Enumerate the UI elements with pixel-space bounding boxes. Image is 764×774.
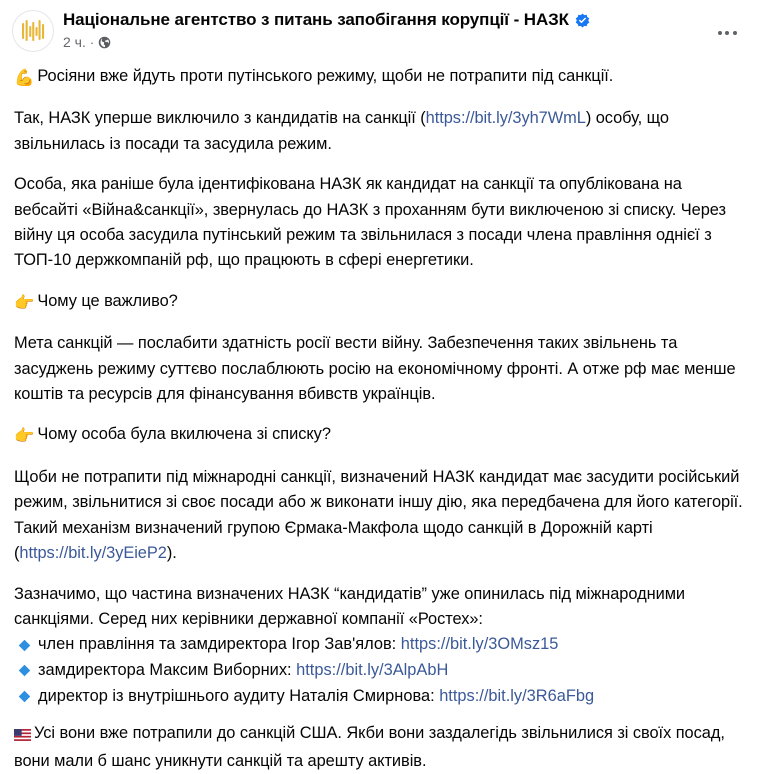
paragraph-7-before: Щоби не потрапити під міжнародні санкції, визначений НАЗК кандидат має засудити російський режим, звільнитися зі своє посади або ж виконати іншу дію, яка передбачена для його категорії. Такий механізм визначений групою Єрмака-Макфола щодо санкцій в Дорожній карті (	[14, 467, 743, 563]
post-paragraph-8: Зазначимо, що частина визначених НАЗК “кандидатів” уже опинилась під міжнародними санкціями. Серед них керівники державної компанії «Ростех»:	[14, 584, 686, 628]
list-item-1-text: член правління та замдиректора Ігор Зав'ялов:	[38, 635, 401, 654]
post-header	[0, 0, 764, 62]
post-paragraph-6	[14, 422, 750, 449]
paragraph-2-after: ) особу, що звільнилась із посади та засудила режим.	[14, 109, 669, 153]
pointing-finger-icon: 👉	[14, 293, 35, 312]
paragraph-9-text: Усі вони вже потрапили до санкцій США. Якби вони заздалегідь звільнилися зі своїх посад, вони мали б шанс уникнути санкцій та арешту активів.	[14, 724, 725, 770]
post-paragraph-4	[14, 289, 750, 316]
link-bitly-3R6aFbg[interactable]: https://bit.ly/3R6aFbg	[439, 686, 595, 705]
pointing-finger-icon: 👉	[14, 427, 35, 446]
post-body	[0, 62, 764, 774]
post-paragraph-3: Особа, яка раніше була ідентифікована НАЗК як кандидат на санкції та опублікована на вебсайті «Війна&санкції», звернулась до НАЗК з проханням бути виключеною зі списку. Через війну ця особа засудила путінський режим та звільнилася з посади члена правління однієї з ТОП-10 держкомпаній рф, що працюють в сфері енергетики.	[14, 175, 726, 270]
post-paragraph-1	[14, 64, 750, 91]
post-paragraph-2	[14, 106, 750, 157]
paragraph-7-after: ).	[166, 544, 177, 563]
sanctioned-officials-list	[14, 632, 750, 709]
blue-diamond-icon	[18, 658, 31, 684]
ellipsis-dot	[725, 31, 729, 35]
ellipsis-dot	[733, 31, 737, 35]
list-item	[14, 632, 750, 658]
verified-badge-icon	[575, 13, 590, 28]
avatar[interactable]	[12, 10, 54, 52]
flexed-biceps-icon: 💪	[14, 69, 35, 87]
nazk-trident-logo-icon	[16, 14, 50, 48]
list-item	[14, 658, 750, 684]
link-bitly-3OMsz15[interactable]: https://bit.ly/3OMsz15	[400, 635, 559, 654]
globe-icon[interactable]	[98, 36, 111, 49]
page-name[interactable]: Національне агентство з питань запобігання корупції - НАЗК	[63, 10, 569, 29]
post-meta	[63, 34, 590, 51]
post-paragraph-9	[14, 721, 750, 774]
list-item-content	[38, 658, 448, 684]
paragraph-6-text: Чому особа була вкилючена зі списку?	[37, 425, 331, 444]
paragraph-1-text: Росіяни вже йдуть проти путінського режиму, щоби не потрапити під санкції.	[37, 67, 614, 85]
list-item-content	[38, 632, 558, 658]
meta-separator: ·	[89, 35, 95, 50]
paragraph-4-text: Чому це важливо?	[37, 291, 178, 310]
link-bitly-3yEieP2[interactable]: https://bit.ly/3yEieP2	[19, 544, 167, 563]
blue-diamond-icon	[18, 632, 31, 658]
link-bitly-3AlpAbH[interactable]: https://bit.ly/3AlpAbH	[296, 660, 449, 679]
us-flag-icon	[14, 723, 31, 748]
list-item-3-text: директор із внутрішнього аудиту Наталія Смирнова:	[38, 686, 440, 705]
list-item-content	[38, 684, 594, 710]
list-item-2-text: замдиректора Максим Виборних:	[38, 660, 297, 679]
link-bitly-3yh7WmL[interactable]: https://bit.ly/3yh7WmL	[425, 109, 586, 128]
blue-diamond-icon	[18, 684, 31, 710]
paragraph-2-before: Так, НАЗК уперше виключило з кандидатів на санкції (	[14, 109, 426, 128]
post-paragraph-5: Мета санкцій — послабити здатність росії вести війну. Забезпечення таких звільнень та засуджень режиму суттєво послаблюють росію на економічному фронті. А отже рф має менше коштів та ресурсів для фінансування вбивств українців.	[14, 334, 736, 404]
header-text	[63, 9, 590, 51]
post-timestamp[interactable]: 2 ч.	[63, 34, 86, 50]
page-name-row	[63, 10, 590, 30]
list-item	[14, 684, 750, 710]
ellipsis-dot	[718, 31, 722, 35]
post-paragraph-7	[14, 465, 750, 567]
post-options-button[interactable]	[710, 16, 744, 50]
